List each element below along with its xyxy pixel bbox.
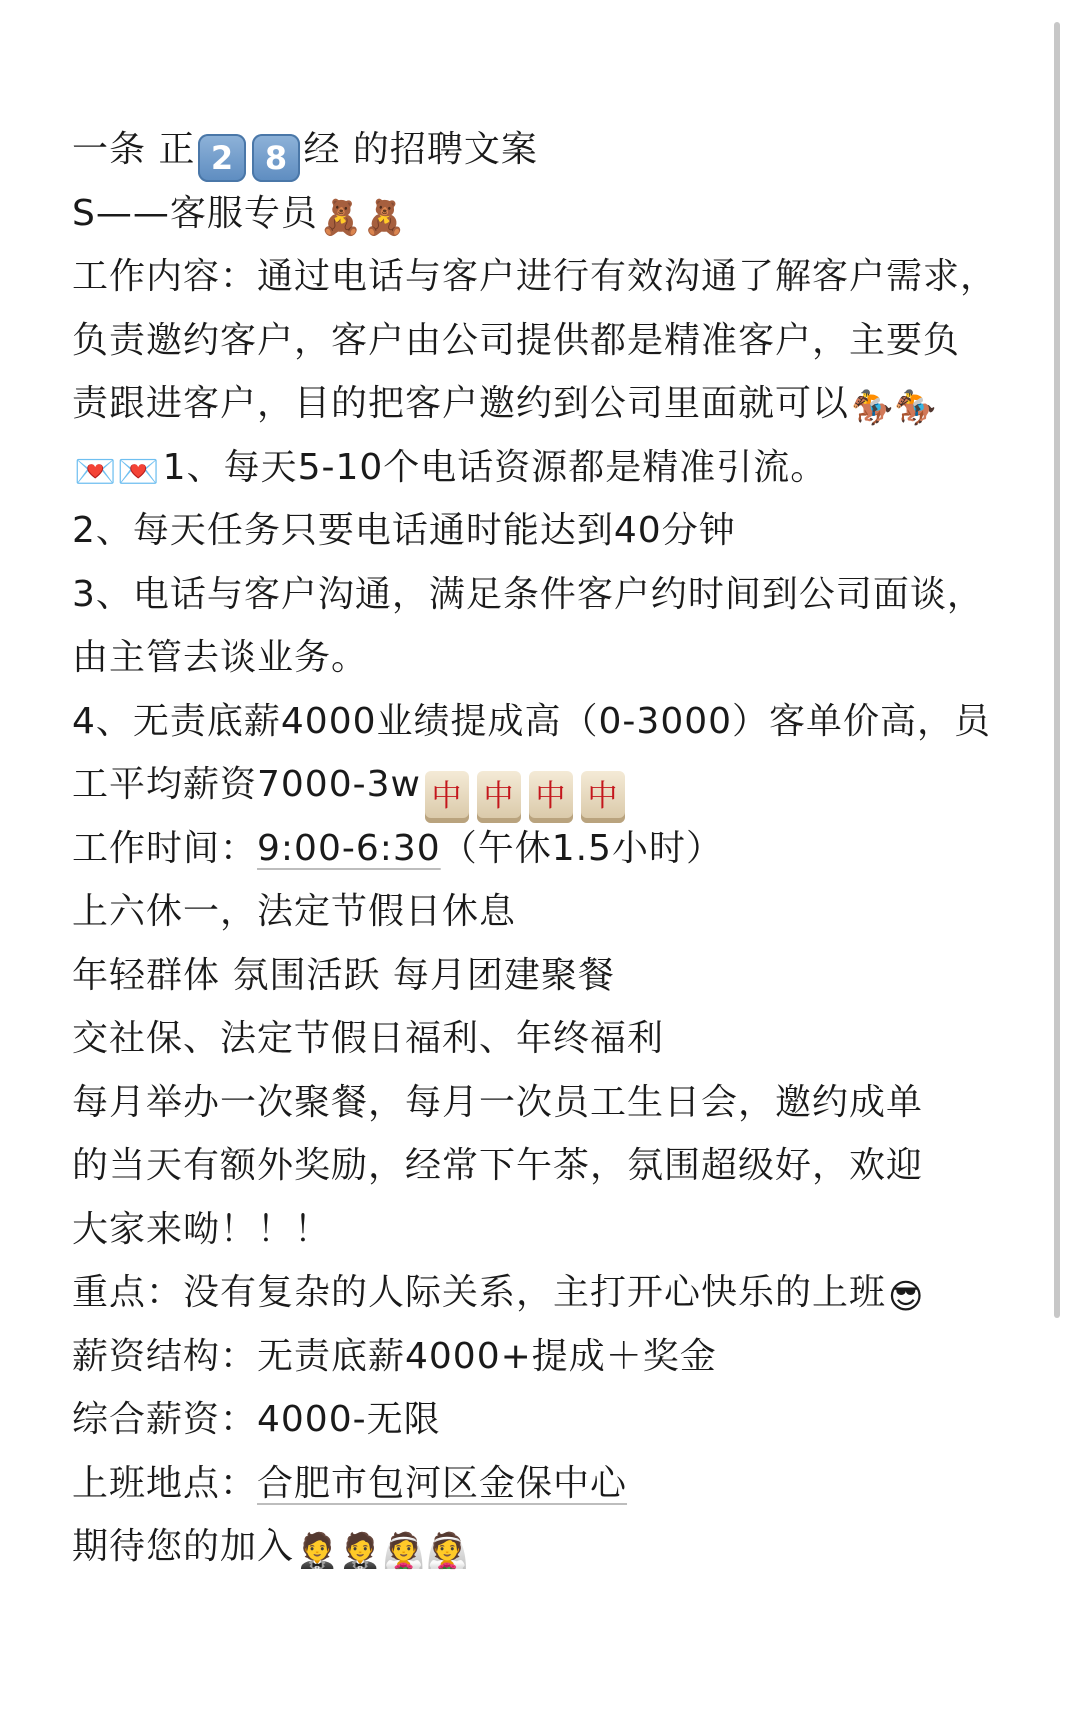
text-line bbox=[72, 880, 1012, 944]
line-text: （午休1.5小时） bbox=[440, 827, 723, 869]
sunglasses-face-icon: 😎 bbox=[888, 1277, 925, 1317]
line-text: 上六休一，法定节假日休息 bbox=[72, 891, 517, 932]
line-text: 的当天有额外奖励，经常下午茶，氛围超级好，欢迎 bbox=[72, 1145, 924, 1186]
mahjong-red-dragon-icon: 中 bbox=[581, 771, 625, 823]
line-text: 由主管去谈业务。 bbox=[72, 637, 369, 678]
line-text: 交社保、法定节假日福利、年终福利 bbox=[72, 1018, 665, 1059]
mahjong-red-dragon-icon: 中 bbox=[529, 771, 573, 823]
love-letter-icon: 💌💌 bbox=[74, 451, 161, 492]
line-text: 大家来呦！！！ bbox=[72, 1208, 332, 1250]
note-title-line bbox=[72, 118, 1012, 182]
location-line bbox=[72, 1452, 1012, 1516]
job-title-line bbox=[72, 182, 1012, 246]
line-text: 3、电话与客户沟通，满足条件客户约时间到公司面谈， bbox=[72, 573, 984, 615]
text-line bbox=[72, 309, 1012, 373]
text-line bbox=[72, 1007, 1012, 1071]
keycap-8-icon: 8 bbox=[252, 134, 300, 182]
line-text: 综合薪资：4000-无限 bbox=[72, 1399, 441, 1440]
line-text: 1、每天5-10个电话资源都是精准引流。 bbox=[162, 446, 828, 488]
line-text: 重点：没有复杂的人际关系，主打开心快乐的上班 bbox=[72, 1272, 887, 1313]
text-line bbox=[72, 1134, 1012, 1198]
text-line bbox=[72, 944, 1012, 1008]
work-time-link[interactable]: 9:00-6:30 bbox=[257, 827, 441, 869]
line-text: 4、无责底薪4000业绩提成高（0-3000）客单价高，员 bbox=[72, 700, 992, 742]
text-line bbox=[72, 1261, 1012, 1325]
text-line bbox=[72, 1388, 1012, 1452]
title-text: 一条 正 bbox=[72, 129, 196, 170]
mahjong-red-dragon-icon: 中 bbox=[477, 771, 521, 823]
line-text: 薪资结构：无责底薪4000+提成＋奖金 bbox=[72, 1335, 717, 1377]
text-line bbox=[72, 1198, 1012, 1262]
line-text: 负责邀约客户，客户由公司提供都是精准客户，主要负 bbox=[72, 319, 961, 361]
closing-line bbox=[72, 1515, 1012, 1579]
line-text: 工平均薪资7000-3w bbox=[72, 764, 421, 805]
title-text-rest: 经 的招聘文案 bbox=[303, 129, 538, 170]
text-line bbox=[72, 1325, 1012, 1389]
line-text: 责跟进客户，目的把客户邀约到公司里面就可以 bbox=[72, 383, 850, 424]
work-time-line bbox=[72, 817, 1012, 881]
text-line bbox=[72, 1071, 1012, 1135]
text-line bbox=[72, 690, 1012, 754]
text-line bbox=[72, 753, 1012, 817]
mahjong-red-dragon-icon: 中 bbox=[425, 771, 469, 823]
line-text: 2、每天任务只要电话通时能达到40分钟 bbox=[72, 510, 736, 551]
text-line bbox=[72, 372, 1012, 436]
line-text: 上班地点： bbox=[72, 1462, 258, 1504]
text-line bbox=[72, 626, 1012, 690]
line-text: 工作时间： bbox=[72, 827, 258, 869]
scrollbar[interactable] bbox=[1054, 22, 1060, 1318]
text-line bbox=[72, 436, 1012, 500]
keycap-2-icon: 2 bbox=[198, 134, 246, 182]
teddy-bear-icon: 🧸🧸 bbox=[319, 197, 407, 238]
note-body bbox=[72, 118, 1012, 1579]
text-line bbox=[72, 563, 1012, 627]
line-text: 期待您的加入 bbox=[72, 1526, 295, 1567]
groom-bride-icon: 🤵🤵👰👰 bbox=[296, 1531, 470, 1571]
text-line bbox=[72, 245, 1012, 309]
text-line bbox=[72, 499, 1012, 563]
horse-racing-icon: 🏇🏇 bbox=[851, 388, 938, 428]
line-text: 每月举办一次聚餐，每月一次员工生日会，邀约成单 bbox=[72, 1081, 924, 1123]
job-title-text: S——客服专员 bbox=[72, 192, 318, 234]
line-text: 工作内容：通过电话与客户进行有效沟通了解客户需求， bbox=[72, 256, 998, 297]
location-link[interactable]: 合肥市包河区金保中心 bbox=[257, 1462, 628, 1504]
line-text: 年轻群体 氛围活跃 每月团建聚餐 bbox=[72, 954, 615, 996]
